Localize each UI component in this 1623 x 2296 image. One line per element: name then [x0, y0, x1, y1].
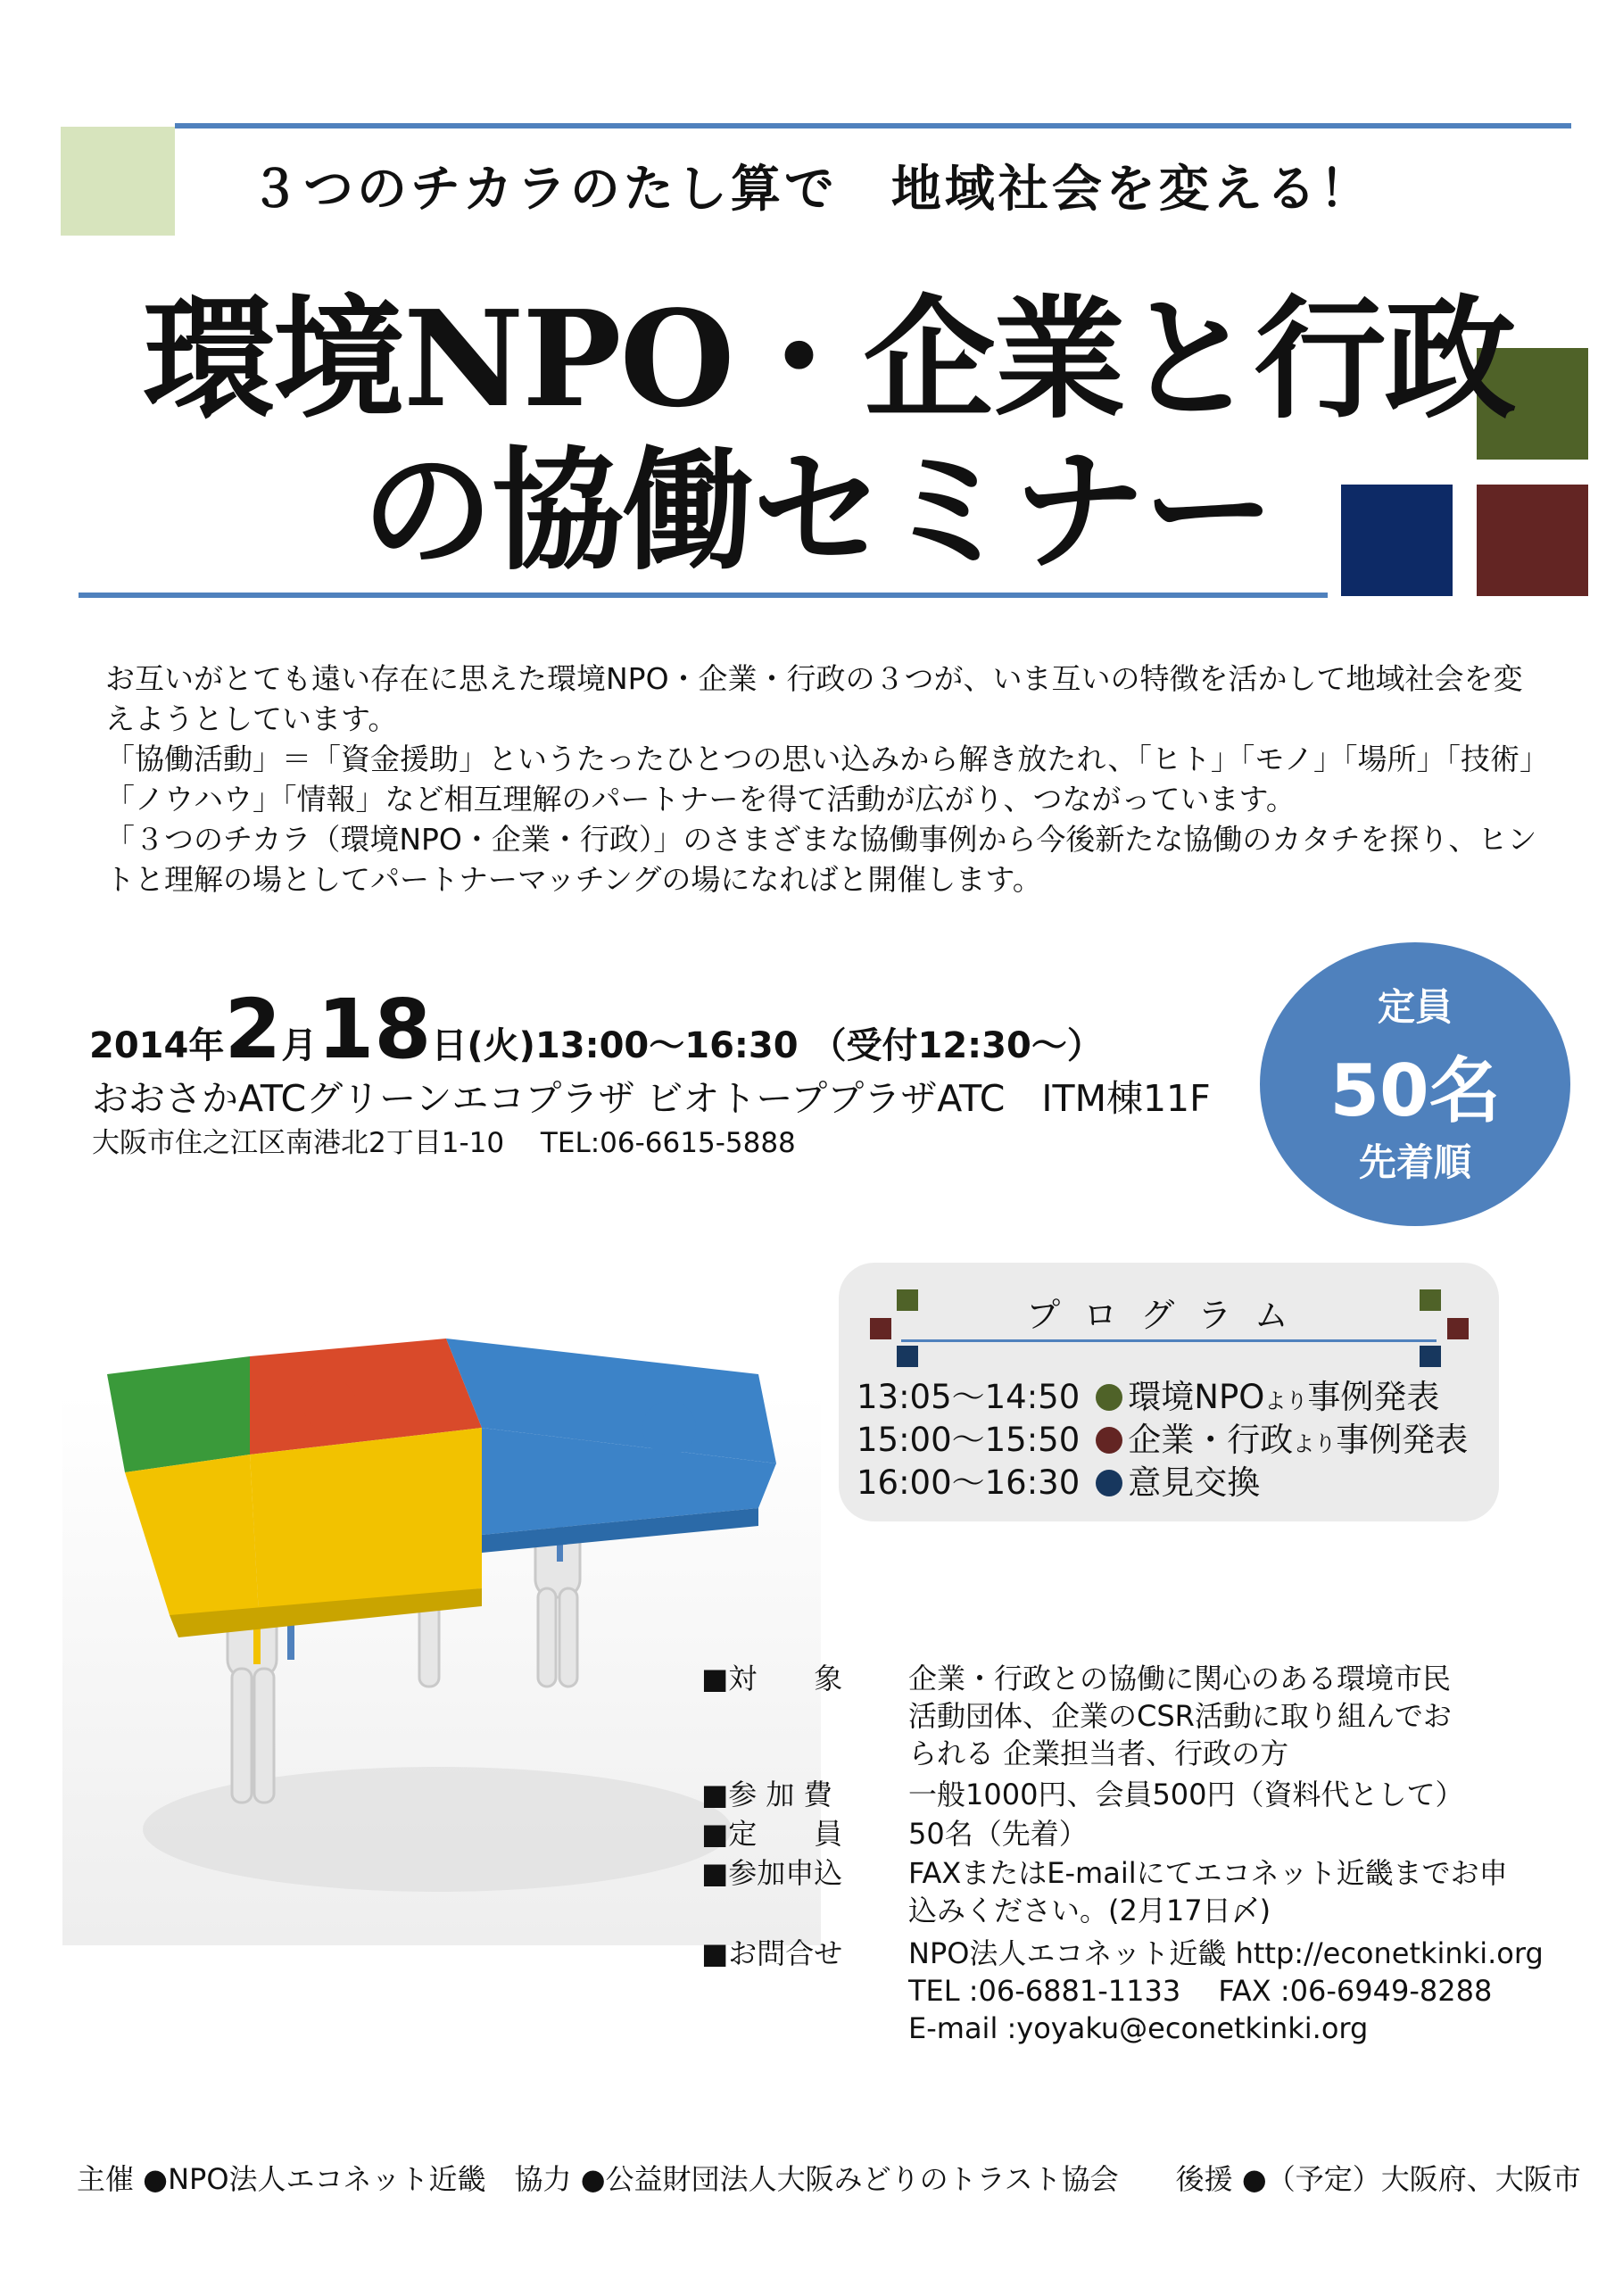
- intro-paragraph-3: 「３つのチカラ（環境NPO・企業・行政）」のさまざまな協働事例から今後新たな協働のカタチを探り、ヒントと理解の場としてパートナーマッチングの場になればと開催します。: [105, 822, 1537, 897]
- program-item-suffix: 事例発表: [1307, 1378, 1440, 1416]
- detail-line: E-mail :yoyaku@econetkinki.org: [908, 2011, 1369, 2045]
- capacity-label: 定員: [1377, 985, 1453, 1029]
- bullet-dot-icon: [1096, 1384, 1122, 1411]
- detail-value: [908, 1854, 1508, 1929]
- program-item-small: より: [1293, 1431, 1337, 1456]
- detail-label: ■参加申込: [701, 1856, 843, 1890]
- top-rule: [175, 123, 1571, 128]
- event-time: (火)13:00〜16:30 （受付12:30〜）: [467, 1025, 1103, 1066]
- deco-square-maroon: [1477, 485, 1588, 596]
- footer-credits: 主催 ●NPO法人エコネット近畿 協力 ●公益財団法人大阪みどりのトラスト協会 後援 ●（予定）大阪府、大阪市: [77, 2162, 1581, 2196]
- event-date: [89, 982, 1103, 1077]
- program-deco-navy-right: [1420, 1346, 1441, 1367]
- program-time: 13:05〜14:50: [857, 1378, 1081, 1416]
- detail-line: TEL :06-6881-1133 FAX :06-6949-8288: [908, 1974, 1493, 2008]
- event-address: 大阪市住之江区南港北2丁目1-10 TEL:06-6615-5888: [92, 1127, 796, 1159]
- page-title-line1: 環境NPO・企業と行政: [143, 281, 1515, 436]
- program-row: [857, 1455, 1260, 1504]
- capacity-note: 先着順: [1358, 1140, 1471, 1184]
- intro-paragraph-1: お互いがとても遠い存在に思えた環境NPO・企業・行政の３つが、いま互いの特徴を活かして地域社会を変えようとしています。: [105, 661, 1523, 736]
- detail-value: [908, 1935, 1544, 2047]
- program-time: 16:00〜16:30: [857, 1463, 1081, 1502]
- detail-label: ■お問合せ: [701, 1936, 843, 1970]
- detail-label: ■定 員: [701, 1817, 843, 1851]
- event-day: 18: [317, 982, 432, 1077]
- subtitle: ３つのチカラのたし算で 地域社会を変える！: [250, 160, 1373, 219]
- program-item: 企業・行政: [1128, 1421, 1294, 1459]
- detail-label: ■対 象: [701, 1662, 843, 1695]
- event-year: 2014年: [89, 1025, 225, 1066]
- deco-square-light-green: [61, 127, 175, 236]
- intro-paragraph-2: 「協働活動」＝「資金援助」というたったひとつの思い込みから解き放たれ、「ヒト」「モノ」「場所」「技術」「ノウハウ」「情報」など相互理解のパートナーを得て活動が広がり、つながっています。: [105, 742, 1549, 816]
- detail-line: られる 企業担当者、行政の方: [908, 1737, 1289, 1770]
- program-deco-navy-left: [897, 1346, 918, 1367]
- event-month: 2: [224, 982, 282, 1077]
- intro-text: [105, 659, 1551, 899]
- program-row: [857, 1370, 1439, 1418]
- bullet-dot-icon: [1096, 1470, 1122, 1496]
- detail-label: ■参 加 費: [701, 1778, 832, 1811]
- program-time: 15:00〜15:50: [857, 1421, 1081, 1459]
- capacity-value: 50名: [1329, 1049, 1501, 1132]
- event-month-unit: 月: [281, 1025, 318, 1066]
- program-box: [839, 1263, 1499, 1521]
- event-day-unit: 日: [431, 1025, 468, 1066]
- event-venue: おおさかATCグリーンエコプラザ ビオトーププラザATC ITM棟11F: [92, 1077, 1211, 1120]
- page-title-line2: の協働セミナー: [361, 433, 1273, 588]
- program-item: 環境NPO: [1128, 1378, 1265, 1416]
- detail-line: FAXまたはE-mailにてエコネット近畿までお申: [908, 1856, 1508, 1890]
- detail-line: 企業・行政との協働に関心のある環境市民: [908, 1662, 1452, 1695]
- detail-value: 一般1000円、会員500円（資料代として）: [908, 1778, 1464, 1811]
- detail-line: 活動団体、企業のCSR活動に取り組んでお: [908, 1699, 1452, 1733]
- program-title: プログラム: [1026, 1296, 1312, 1335]
- bullet-dot-icon: [1096, 1427, 1122, 1454]
- program-item-suffix: 事例発表: [1336, 1421, 1469, 1459]
- deco-square-navy: [1341, 485, 1453, 596]
- detail-value: [908, 1660, 1452, 1772]
- detail-line: 込みください。(2月17日〆): [908, 1894, 1271, 1927]
- detail-value: 50名（先着）: [908, 1817, 1088, 1851]
- program-row: [857, 1413, 1468, 1461]
- program-item-small: より: [1264, 1388, 1308, 1413]
- detail-line: NPO法人エコネット近畿 http://econetkinki.org: [908, 1936, 1544, 1970]
- program-item: 意見交換: [1128, 1463, 1261, 1502]
- program-title-rule: [901, 1339, 1437, 1342]
- capacity-badge: [1260, 942, 1570, 1226]
